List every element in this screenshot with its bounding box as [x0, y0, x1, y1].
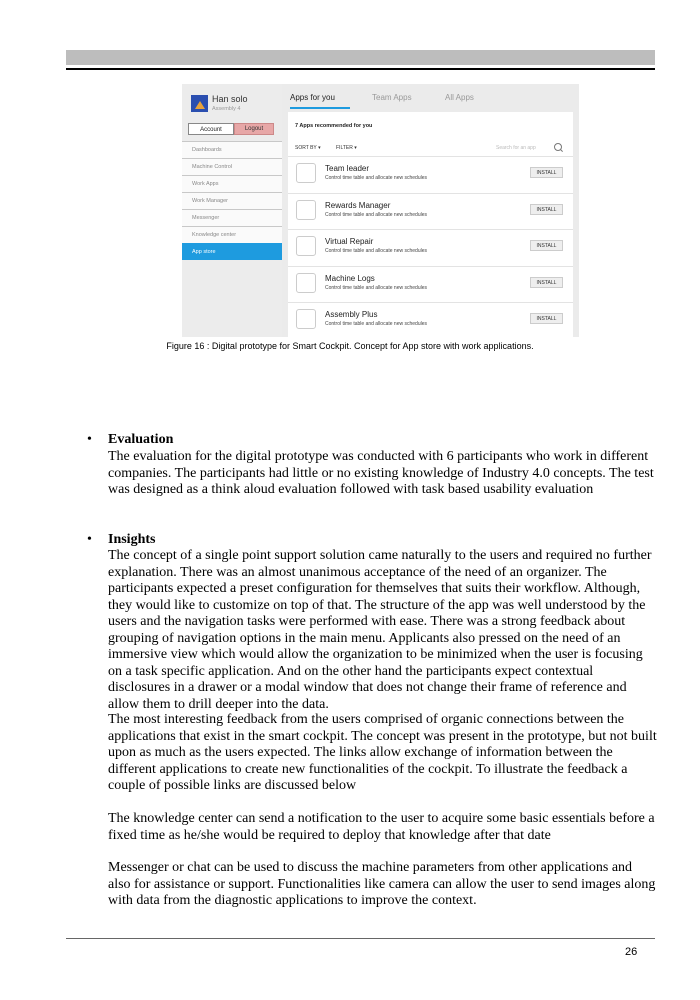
- search-input[interactable]: Search for an app: [496, 145, 536, 151]
- logout-button[interactable]: Logout: [234, 123, 274, 135]
- header-rule: [66, 68, 655, 70]
- sidebar-item-app-store[interactable]: App store: [182, 243, 282, 260]
- app-store-main: [282, 84, 579, 337]
- sidebar-item-messenger[interactable]: Messenger: [182, 209, 282, 226]
- figure-caption: Figure 16 : Digital prototype for Smart Cockpit. Concept for App store with work applications.: [166, 341, 534, 351]
- app-icon: [296, 309, 316, 329]
- search-icon[interactable]: [554, 143, 562, 151]
- account-button[interactable]: Account: [188, 123, 234, 135]
- list-item: [288, 303, 573, 337]
- header-band: [66, 50, 655, 65]
- tab-team-apps[interactable]: Team Apps: [372, 93, 412, 102]
- user-profile: [182, 84, 282, 124]
- install-button[interactable]: INSTALL: [530, 167, 563, 178]
- install-button[interactable]: INSTALL: [530, 240, 563, 251]
- app-description: Control time table and allocate new schedules: [325, 175, 428, 181]
- sidebar: [182, 84, 282, 337]
- sidebar-item-work-manager[interactable]: Work Manager: [182, 192, 282, 209]
- tab-bar: [282, 84, 579, 110]
- list-item: [288, 194, 573, 231]
- sidebar-item-knowledge-center[interactable]: Knowledge center: [182, 226, 282, 243]
- sidebar-item-machine-control[interactable]: Machine Control: [182, 158, 282, 175]
- app-name: Machine Logs: [325, 273, 375, 283]
- user-subtitle: Assembly 4: [212, 106, 241, 112]
- page-number: 26: [625, 946, 638, 958]
- app-name: Virtual Repair: [325, 237, 374, 246]
- app-name: Assembly Plus: [325, 310, 378, 319]
- sidebar-nav: [182, 141, 282, 260]
- insights-paragraph-2: The most interesting feedback from the users comprised of organic connections between the applications that exist in the smart cockpit. The concept was present in the prototype, but not built upon as much as the users expected. The links allow exchange of information between the different applications to create new functionalities of the cockpit. To illustrate the feedback a couple of possible links are discussed below: [108, 712, 657, 793]
- figure-app-store-prototype: [182, 84, 579, 337]
- app-name: Rewards Manager: [325, 200, 391, 210]
- recommended-count: 7 Apps recommended for you: [295, 123, 373, 129]
- install-button[interactable]: INSTALL: [530, 204, 563, 215]
- insights-paragraph-3: The knowledge center can send a notification to the user to acquire some basic essentials before a fixed time as he/she would be required to deploy that knowledge after that date: [108, 811, 655, 843]
- app-description: Control time table and allocate new schedules: [325, 284, 428, 291]
- footer-rule: [66, 938, 655, 939]
- filter-dropdown[interactable]: FILTER ▾: [336, 145, 357, 151]
- sidebar-item-dashboards[interactable]: Dashboards: [182, 141, 282, 158]
- bullet-evaluation: •: [87, 432, 92, 447]
- tab-all-apps[interactable]: All Apps: [445, 93, 474, 102]
- insights-paragraph-4: Messenger or chat can be used to discuss the machine parameters from other applications and also for assistance or support. Functionalities like camera can allow the user to send images along with data from the diagnostic applications to improve the context.: [108, 860, 656, 908]
- list-item: [288, 267, 573, 304]
- avatar: [191, 95, 208, 112]
- evaluation-paragraph: The evaluation for the digital prototype was conducted with 6 participants who work in different companies. The participants had little or no existing knowledge of Industry 4.0 concepts. The test was designed as a think aloud evaluation followed with task based usability evaluation: [108, 449, 654, 497]
- app-description: Control time table and allocate new schedules: [325, 211, 428, 218]
- active-tab-indicator: [290, 107, 350, 109]
- install-button[interactable]: INSTALL: [530, 277, 563, 288]
- sidebar-item-work-apps[interactable]: Work Apps: [182, 175, 282, 192]
- app-description: Control time table and allocate new schedules: [325, 321, 428, 327]
- list-item: [288, 230, 573, 267]
- app-list: [288, 157, 573, 337]
- install-button[interactable]: INSTALL: [530, 313, 563, 324]
- app-icon: [296, 236, 316, 256]
- user-name: Han solo: [212, 94, 248, 104]
- insights-paragraph-1: The concept of a single point support solution came naturally to the users and required no further explanation. There was an almost unanimous acceptance of the need of an organizer. The participants expected a preset configuration for themselves that suits their workflow. Although, they would like to customize on top of that. The structure of the app was well understood by the users and the navigation tasks were performed with ease. There was a strong feedback about grouping of navigation options in the main menu. Applicants also pressed on the need of an immersive view which would allow the organization to be minimized when the user is focusing on a task specific application. And on the other hand the participants expect contextual disclosures in a drawer or a modal window that does not change their frame of reference and allow them to drill deeper into the data.: [108, 548, 652, 712]
- app-icon: [296, 200, 316, 220]
- list-item: [288, 157, 573, 194]
- sort-by-dropdown[interactable]: SORT BY ▾: [295, 145, 321, 151]
- bullet-insights: •: [87, 532, 92, 547]
- app-icon: [296, 163, 316, 183]
- tab-apps-for-you[interactable]: Apps for you: [290, 93, 335, 102]
- apps-panel: [288, 112, 573, 337]
- app-icon: [296, 273, 316, 293]
- heading-evaluation: Evaluation: [108, 432, 174, 447]
- heading-insights: Insights: [108, 532, 156, 547]
- app-description: Control time table and allocate new schedules: [325, 248, 428, 254]
- app-name: Team leader: [325, 164, 370, 173]
